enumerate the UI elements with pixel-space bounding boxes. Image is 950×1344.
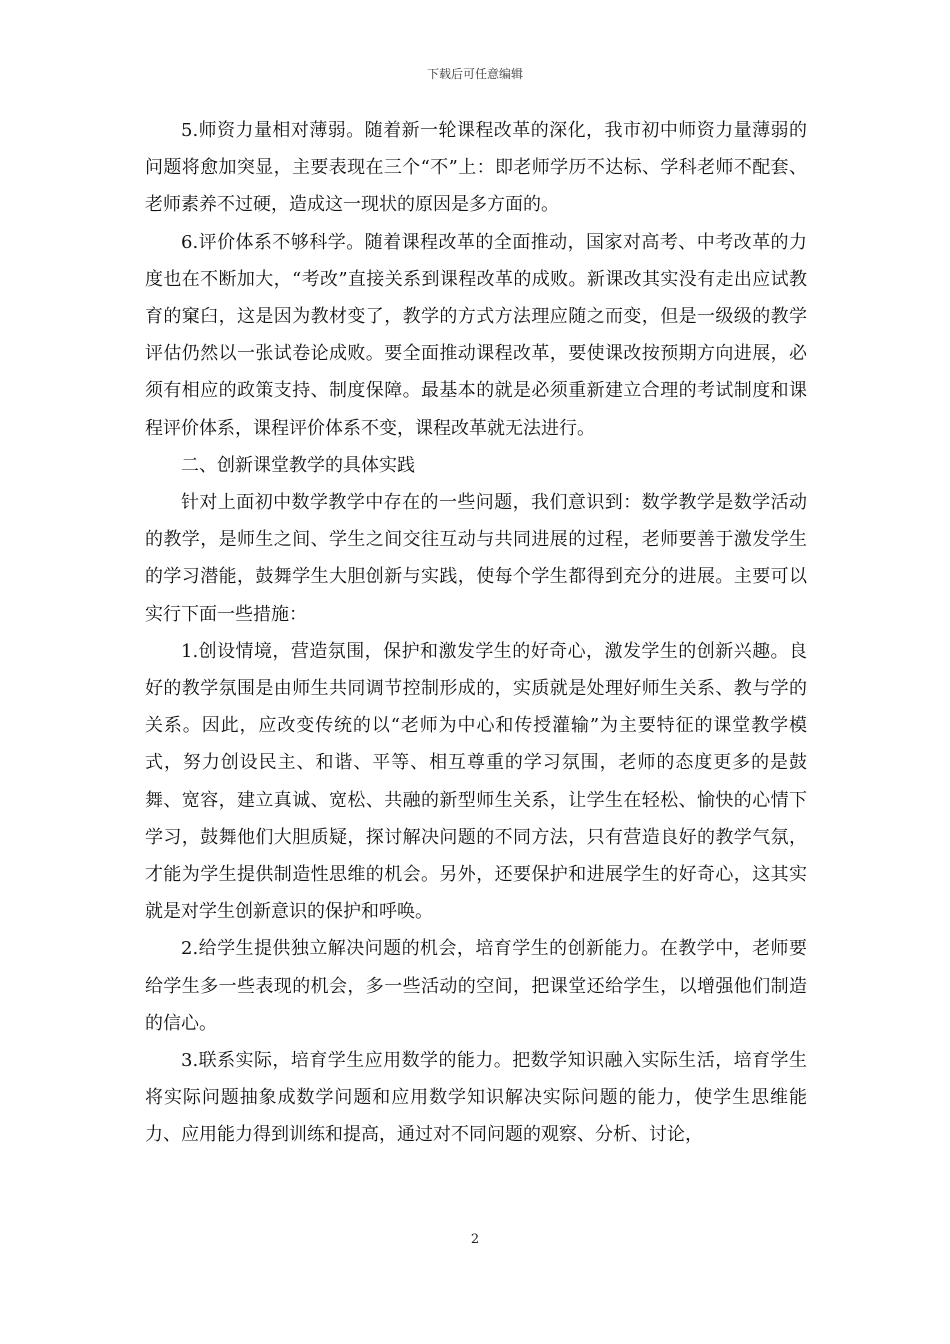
section-heading: 二、创新课堂教学的具体实践 — [181, 454, 415, 476]
paragraph-measure-3: 3.联系实际，培育学生应用数学的能力。把数学知识融入实际生活，培育学生将实际问题抽象成数学问题和应用数学知识解决实际问题的能力，使学生思维能力、应用能力得到训练和提高，通过对不同问题的观察、分析、讨论， — [145, 1050, 807, 1146]
paragraph-6-evaluation-system: 6.评价体系不够科学。随着课程改革的全面推动，国家对高考、中考改革的力度也在不断加大，“考改”直接关系到课程改革的成败。新课改其实没有走出应试教育的窠臼，这是因为教材变了，教学的方式方法理应随之而变，但是一级级的教学评估仍然以一张试卷论成败。要全面推动课程改革，要使课改按预期方向进展，必须有相应的政策支持、制度保障。最基本的就是必须重新建立合理的考试制度和课程评价体系，课程评价体系不变，课程改革就无法进行。 — [145, 231, 807, 439]
paragraph-intro-measures: 针对上面初中数学教学中存在的一些问题，我们意识到：数学教学是数学活动的教学，是师生之间、学生之间交往互动与共同进展的过程，老师要善于激发学生的学习潜能，鼓舞学生大胆创新与实践，使每个学生都得到充分的进展。主要可以实行下面一些措施： — [145, 492, 807, 625]
paragraph-measure-1: 1.创设情境，营造氛围，保护和激发学生的好奇心，激发学生的创新兴趣。良好的教学氛围是由师生共同调节控制形成的，实质就是处理好师生关系、教与学的关系。因此，应改变传统的以“老师为中心和传授灌输”为主要特征的课堂教学模式，努力创设民主、和谐、平等、相互尊重的学习氛围，老师的态度更多的是鼓舞、宽容，建立真诚、宽松、共融的新型师生关系，让学生在轻松、愉快的心情下学习，鼓舞他们大胆质疑，探讨解决问题的不同方法，只有营造良好的教学气氛，才能为学生提供制造性思维的机会。另外，还要保护和进展学生的好奇心，这其实就是对学生创新意识的保护和呼唤。 — [145, 640, 807, 923]
paragraph-measure-2: 2.给学生提供独立解决问题的机会，培育学生的创新能力。在教学中，老师要给学生多一些表现的机会，多一些活动的空间，把课堂还给学生，以增强他们制造的信心。 — [145, 938, 807, 1034]
page-header: 下载后可任意编辑 — [426, 67, 523, 81]
paragraph-5-teacher-resources: 5.师资力量相对薄弱。随着新一轮课程改革的深化，我市初中师资力量薄弱的问题将愈加突显，主要表现在三个“不”上：即老师学历不达标、学科老师不配套、老师素养不过硬，造成这一现状的原因是多方面的。 — [145, 120, 807, 216]
document-body — [145, 112, 807, 1154]
page-number: 2 — [470, 1232, 480, 1247]
